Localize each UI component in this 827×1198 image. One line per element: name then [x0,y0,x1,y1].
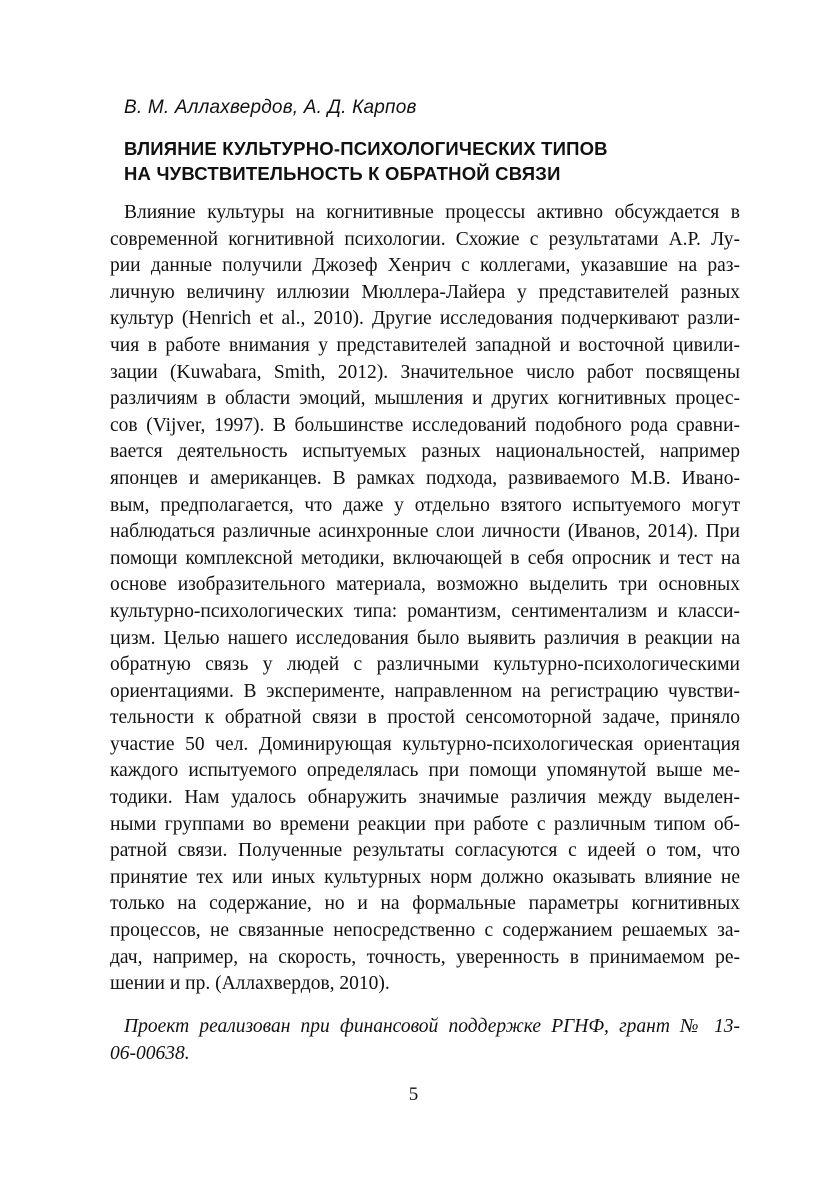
article-authors: В. М. Аллахвердов, А. Д. Карпов [124,97,417,118]
funding-line: Проект реализован при финансовой поддержке РГНФ, грант № 13- [124,1016,740,1037]
body-line: процессов, не связанные непосредственно с содержанием решаемых за- [110,920,740,942]
body-line: вается деятельность испытуемых разных национальностей, например [110,441,740,463]
funding-line: 06-00638. [110,1042,190,1064]
body-line: чия в работе внимания у представителей западной и восточной цивили- [110,334,740,356]
article-body [110,200,740,998]
body-line: Влияние культуры на когнитивные процессы активно обсуждается в [124,202,740,223]
body-line: обратную связь у людей с различными культурно-психологическими [110,654,740,676]
body-line: культур (Henrich et al., 2010). Другие исследования подчеркивают разли- [110,308,740,330]
body-line: сов (Vijver, 1997). В большинстве исследований подобного рода сравни- [110,414,740,436]
body-line: принятие тех или иных культурных норм должно оказывать влияние не [110,866,740,888]
body-line: вым, предполагается, что даже у отдельно взятого испытуемого могут [110,494,740,516]
body-line: участие 50 чел. Доминирующая культурно-психологическая ориентация [110,733,740,755]
body-line: зации (Kuwabara, Smith, 2012). Значительное число работ посвящены [110,361,740,383]
body-line: различиям в области эмоций, мышления и других когнитивных процес- [110,388,740,410]
page-number: 5 [408,1084,419,1105]
body-line: ными группами во времени реакции при работе с различным типом об- [110,813,740,835]
body-line: дач, например, на скорость, точность, уверенность в принимаемом ре- [110,946,740,968]
article-title [124,136,724,186]
body-line: помощи комплексной методики, включающей в себя опросник и тест на [110,547,740,569]
body-line: современной когнитивной психологии. Схожие с результатами А.Р. Лу- [110,228,740,250]
body-line: каждого испытуемого определялась при помощи упомянутой выше ме- [110,760,740,782]
body-line: ратной связи. Полученные результаты согласуются с идеей о том, что [110,840,740,862]
body-line: тельности к обратной связи в простой сенсомоторной задаче, приняло [110,707,740,729]
body-line: тодики. Нам удалось обнаружить значимые различия между выделен- [110,787,740,809]
body-line: ориентациями. В эксперименте, направленном на регистрацию чувстви- [110,680,740,702]
article-title-line: НА ЧУВСТВИТЕЛЬНОСТЬ К ОБРАТНОЙ СВЯЗИ [124,163,561,184]
funding-note [110,1014,740,1067]
body-line: только на содержание, но и на формальные параметры когнитивных [110,893,740,915]
body-line: цизм. Целью нашего исследования было выявить различия в реакции на [110,627,740,649]
body-line: личную величину иллюзии Мюллера-Лайера у представителей разных [110,281,740,303]
body-line: культурно-психологических типа: романтизм, сентиментализм и класси- [110,600,740,622]
body-line: рии данные получили Джозеф Хенрич с коллегами, указавшие на раз- [110,255,740,277]
body-line: наблюдаться различные асинхронные слои личности (Иванов, 2014). При [110,521,740,543]
body-line: основе изобразительного материала, возможно выделить три основных [110,574,740,596]
body-line: шении и пр. (Аллахвердов, 2010). [110,973,390,995]
article-title-line: ВЛИЯНИЕ КУЛЬТУРНО-ПСИХОЛОГИЧЕСКИХ ТИПОВ [124,138,608,159]
body-line: японцев и американцев. В рамках подхода, развиваемого М.В. Ивано- [110,467,740,489]
